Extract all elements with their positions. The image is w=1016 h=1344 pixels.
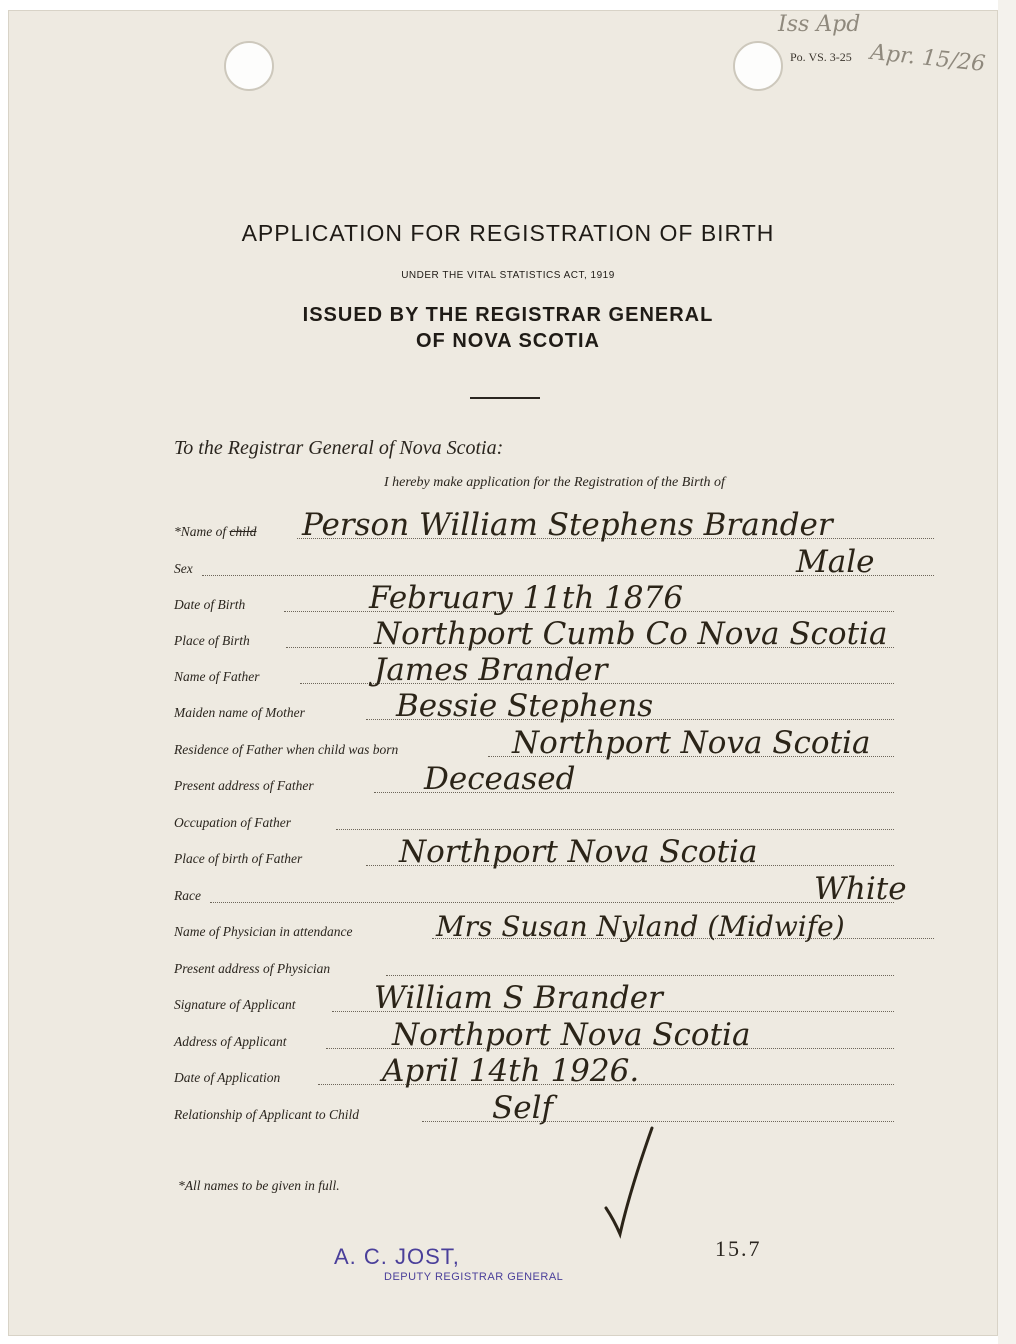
punch-hole-left	[224, 41, 274, 91]
field-value-application-date: April 14th 1926.	[382, 1053, 640, 1089]
field-label-mother-maiden-name: Maiden name of Mother	[174, 705, 305, 720]
field-value-relationship: Self	[492, 1090, 553, 1126]
field-label-race: Race	[174, 888, 201, 903]
field-row-mother-maiden-name	[174, 688, 894, 724]
issuer-line-1: ISSUED BY THE REGISTRAR GENERAL	[302, 304, 714, 326]
field-row-race	[174, 871, 907, 907]
field-value-sex: Male	[796, 544, 875, 580]
field-value-place-of-birth: Northport Cumb Co Nova Scotia	[374, 616, 888, 652]
field-value-date-of-birth: February 11th 1876	[369, 580, 684, 616]
field-label-applicant-signature: Signature of Applicant	[174, 997, 296, 1012]
field-label-father-occupation: Occupation of Father	[174, 815, 291, 830]
title-divider	[470, 397, 540, 399]
field-label-physician: Name of Physician in attendance	[174, 924, 353, 939]
field-label-father-name: Name of Father	[174, 669, 260, 684]
field-row-name	[174, 507, 934, 543]
field-label-place-of-birth: Place of Birth	[174, 633, 250, 648]
field-label-applicant-address: Address of Applicant	[174, 1034, 287, 1049]
struck-word: child	[229, 524, 257, 539]
pencil-note-line2: Apr. 15/26	[869, 40, 987, 77]
form-number: Po. VS. 3-25	[790, 50, 852, 64]
field-label-date-of-birth: Date of Birth	[174, 597, 246, 612]
check-mark-icon	[600, 1120, 670, 1240]
field-label-relationship: Relationship of Applicant to Child	[174, 1107, 359, 1122]
issuer-heading	[0, 302, 1016, 354]
pencil-note-line1: Iss Apd	[778, 12, 861, 37]
registration-number: 15.7	[715, 1236, 762, 1261]
field-value-father-residence: Northport Nova Scotia	[512, 725, 871, 761]
salutation: To the Registrar General of Nova Scotia:	[174, 437, 504, 459]
field-value-mother-maiden-name: Bessie Stephens	[396, 688, 654, 724]
field-label-father-address: Present address of Father	[174, 778, 314, 793]
field-row-sex	[174, 544, 934, 580]
field-row-applicant-address	[174, 1017, 894, 1053]
field-label-sex: Sex	[174, 561, 193, 576]
field-label-application-date: Date of Application	[174, 1070, 281, 1085]
field-label-father-residence: Residence of Father when child was born	[174, 742, 399, 757]
punch-hole-right	[733, 41, 783, 91]
form-subtitle: UNDER THE VITAL STATISTICS ACT, 1919	[401, 270, 615, 281]
stamp-name: A. C. JOST,	[334, 1244, 460, 1269]
field-row-father-birthplace	[174, 834, 894, 870]
field-value-physician: Mrs Susan Nyland (Midwife)	[436, 910, 845, 943]
stamp-title: DEPUTY REGISTRAR GENERAL	[384, 1271, 564, 1283]
field-row-date-of-birth	[174, 580, 894, 616]
field-row-place-of-birth	[174, 616, 894, 652]
page-edge	[998, 0, 1016, 1344]
field-row-physician	[174, 910, 934, 943]
field-row-father-address	[174, 761, 894, 797]
form-title: APPLICATION FOR REGISTRATION OF BIRTH	[241, 220, 775, 246]
field-row-father-residence	[174, 725, 894, 761]
issuer-line-2: OF NOVA SCOTIA	[416, 330, 600, 352]
field-row-father-occupation	[174, 809, 894, 833]
field-value-applicant-signature: William S Brander	[374, 980, 663, 1016]
field-value-applicant-address: Northport Nova Scotia	[392, 1017, 751, 1053]
field-row-father-name	[174, 652, 894, 688]
field-value-father-address: Deceased	[424, 761, 576, 797]
field-row-application-date	[174, 1053, 894, 1089]
field-value-father-name: James Brander	[374, 652, 608, 688]
footnote: *All names to be given in full.	[178, 1178, 340, 1193]
field-value-name: Person William Stephens Brander	[302, 507, 833, 543]
field-label-father-birthplace: Place of birth of Father	[174, 851, 303, 866]
field-row-applicant-signature	[174, 980, 894, 1016]
field-row-physician-address	[174, 955, 894, 979]
field-label-name: *Name of child	[174, 524, 257, 539]
field-value-father-birthplace: Northport Nova Scotia	[399, 834, 758, 870]
field-row-relationship	[174, 1090, 894, 1126]
field-value-race: White	[814, 871, 907, 907]
field-label-physician-address: Present address of Physician	[174, 961, 331, 976]
intro-text: I hereby make application for the Registration of the Birth of	[384, 475, 725, 490]
